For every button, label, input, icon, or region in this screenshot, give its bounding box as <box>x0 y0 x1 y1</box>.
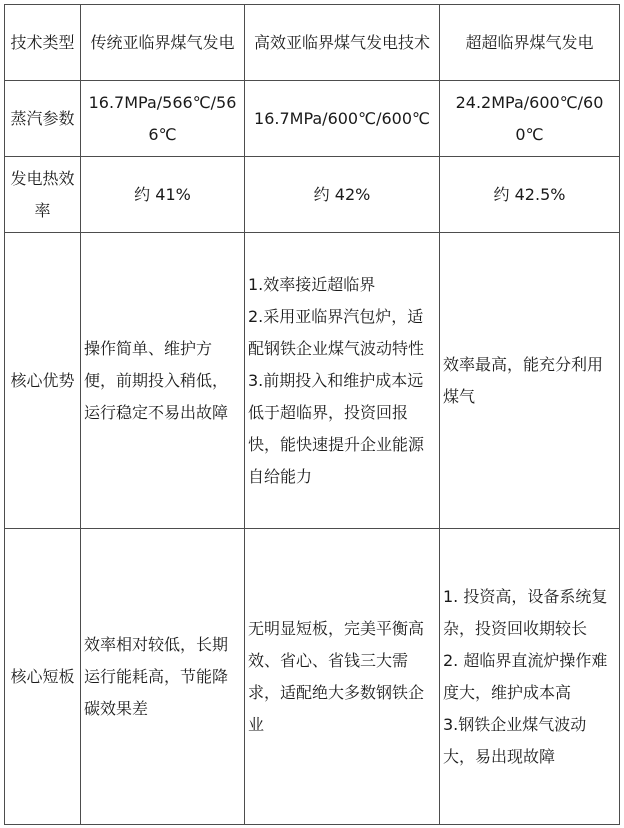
list-item: 3.钢铁企业煤气波动大，易出现故障 <box>443 714 587 766</box>
row-header-advantages: 核心优势 <box>5 233 81 529</box>
table-cell: 传统亚临界煤气发电 <box>81 5 245 81</box>
table-row <box>5 157 620 233</box>
table-row <box>5 81 620 157</box>
table-cell: 无明显短板，完美平衡高效、省心、省钱三大需求，适配绝大多数钢铁企业 <box>245 529 440 825</box>
list-item: 2.采用亚临界汽包炉，适配钢铁企业煤气波动特性 <box>248 306 425 358</box>
table-cell: 效率相对较低，长期运行能耗高，节能降碳效果差 <box>81 529 245 825</box>
table-cell: 超超临界煤气发电 <box>440 5 620 81</box>
list-item: 2. 超临界直流炉操作难度大，维护成本高 <box>443 650 608 702</box>
table-cell: 效率最高，能充分利用煤气 <box>440 233 620 529</box>
table-cell-advantages-list <box>245 233 440 529</box>
table-cell: 24.2MPa/600℃/600℃ <box>440 81 620 157</box>
row-header-steam-params: 蒸汽参数 <box>5 81 81 157</box>
table-cell: 16.7MPa/566℃/566℃ <box>81 81 245 157</box>
comparison-table <box>4 4 620 825</box>
table-row <box>5 529 620 825</box>
table-cell: 16.7MPa/600℃/600℃ <box>245 81 440 157</box>
table-cell: 高效亚临界煤气发电技术 <box>245 5 440 81</box>
list-item: 1. 投资高，设备系统复杂，投资回收期较长 <box>443 586 608 638</box>
table-cell: 操作简单、维护方便，前期投入稍低，运行稳定不易出故障 <box>81 233 245 529</box>
row-header-efficiency: 发电热效率 <box>5 157 81 233</box>
row-header-tech-type: 技术类型 <box>5 5 81 81</box>
table-cell: 约 42% <box>245 157 440 233</box>
table-row <box>5 5 620 81</box>
table-row <box>5 233 620 529</box>
list-item: 1.效率接近超临界 <box>248 274 376 294</box>
table-cell-shortcomings-list <box>440 529 620 825</box>
table-cell: 约 41% <box>81 157 245 233</box>
row-header-shortcomings: 核心短板 <box>5 529 81 825</box>
table-cell: 约 42.5% <box>440 157 620 233</box>
list-item: 3.前期投入和维护成本远低于超临界，投资回报快，能快速提升企业能源自给能力 <box>248 370 425 486</box>
